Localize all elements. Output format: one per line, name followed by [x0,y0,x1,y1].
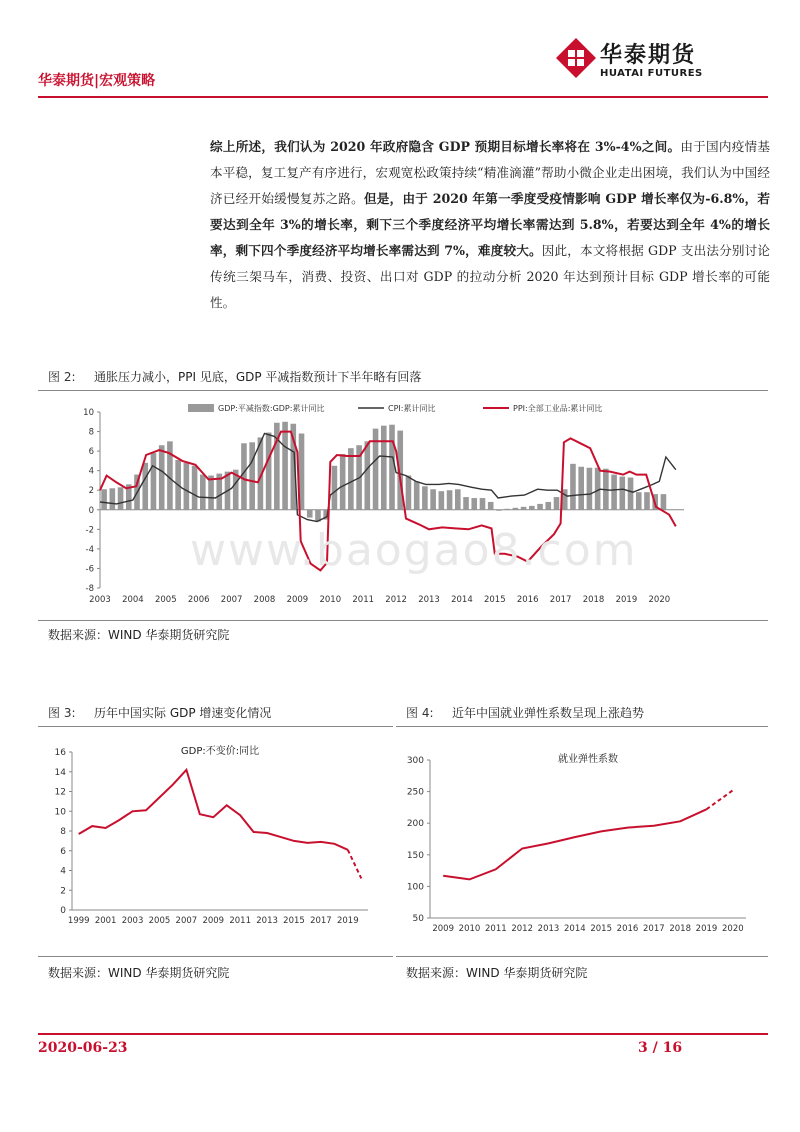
gdp-deflator-bar [249,442,255,509]
gdp-deflator-bar [439,491,445,510]
header-divider [38,96,768,98]
y-tick-label: 0 [60,906,66,916]
figure-4-source: 数据来源：WIND 华泰期货研究院 [406,966,588,980]
gdp-deflator-bar [332,466,338,510]
figure-3-top-rule [38,726,393,727]
x-tick-label: 2012 [385,595,407,605]
y-tick-label: 50 [412,914,424,924]
x-tick-label: 2010 [319,595,342,605]
y-tick-label: 10 [83,408,94,418]
x-tick-label: 2020 [648,595,671,605]
gdp-deflator-bar [348,448,354,510]
figure-2-top-rule [38,390,768,391]
x-tick-label: 2019 [336,916,359,926]
paragraph-sentence-2: 由于国内疫情基本平稳，复工复产有序进行，宏观宽松政策持续“精准滴灌”帮助小微企业走出困境，我们认为中国经济已经开始缓慢复苏之路。 [210,139,770,206]
y-tick-label: 8 [88,427,94,438]
figure-2-caption [48,368,421,385]
y-tick-label: 100 [406,882,424,893]
x-tick-label: 2010 [458,924,481,934]
figure-4-number: 图 4: [406,706,434,720]
y-tick-label: 6 [88,447,94,458]
y-tick-label: 150 [406,850,424,861]
x-tick-label: 2011 [229,916,252,926]
series-line-actual [443,809,706,879]
figure-2-number: 图 2: [48,370,76,384]
gdp-deflator-bar [578,467,584,510]
figure-3-title: 历年中国实际 GDP 增速变化情况 [94,706,272,720]
x-tick-label: 2004 [122,595,144,605]
logo-name: 华泰期货 [600,43,697,68]
gdp-deflator-bar [504,509,510,510]
gdp-deflator-bar [554,497,560,510]
figure-3-chart [38,736,393,936]
gdp-deflator-bar [430,489,436,510]
figure-3-number: 图 3: [48,706,76,720]
x-tick-label: 2009 [286,595,309,605]
gdp-deflator-bar [340,454,346,510]
x-tick-label: 2015 [483,595,506,605]
gdp-deflator-bar [422,486,428,509]
gdp-deflator-bar [200,475,206,510]
gdp-deflator-bar [184,463,190,510]
gdp-deflator-bar [455,489,461,510]
y-tick-label: 300 [406,756,424,766]
figure-2-bottom-rule [38,620,768,621]
gdp-deflator-bar [480,498,486,510]
figure-4-chart [396,736,768,936]
figure-4-bottom-rule [396,956,768,957]
y-tick-label: 2 [60,886,66,897]
x-tick-label: 2019 [615,595,638,605]
gdp-deflator-bar [110,488,116,510]
gdp-deflator-bar [406,476,412,510]
figure-2-chart [38,398,768,618]
footer-page-number: 3 / 16 [638,1040,683,1056]
figure-3-caption [48,704,271,721]
figure-4-top-rule [396,726,768,727]
gdp-deflator-bar [151,453,157,510]
x-tick-label: 2020 [722,924,744,934]
gdp-deflator-bar [471,498,477,510]
figure-3-bottom-rule [38,956,393,957]
gdp-deflator-bar [529,506,535,510]
y-tick-label: 6 [60,846,66,857]
x-tick-label: 2017 [310,916,332,926]
y-tick-label: -8 [85,584,94,594]
gdp-deflator-bar [521,507,527,510]
series-line-forecast [348,850,362,879]
legend-label-ppi: PPI:全部工业品:累计同比 [513,404,603,413]
gdp-deflator-bar [282,422,288,510]
x-tick-label: 2007 [220,595,243,605]
y-tick-label: 2 [88,486,94,497]
x-tick-label: 2012 [511,924,533,934]
gdp-deflator-bar [365,441,371,509]
x-tick-label: 2018 [582,595,605,605]
x-tick-label: 2013 [537,924,560,934]
y-tick-label: 12 [54,787,66,798]
y-tick-label: 4 [60,866,66,877]
gdp-deflator-bar [389,425,395,510]
gdp-deflator-bar [545,502,551,510]
x-tick-label: 2014 [451,595,473,605]
x-tick-label: 2016 [616,924,639,934]
chart-title: 就业弹性系数 [558,754,618,765]
gdp-deflator-bar [463,497,469,510]
series-line-forecast [707,790,733,809]
y-tick-label: 8 [60,827,66,837]
y-tick-label: -4 [85,544,94,555]
gdp-deflator-bar [644,492,650,510]
legend-label-gdp-deflator: GDP:平减指数:GDP:累计同比 [218,404,325,413]
x-tick-label: 1999 [67,916,90,926]
x-tick-label: 2013 [418,595,440,605]
figure-4-title: 近年中国就业弹性系数呈现上涨趋势 [452,706,645,720]
x-tick-label: 2011 [485,924,507,934]
figure-4-caption [406,704,644,721]
paragraph-sentence-3: 但是，由于 2020 年第一季度受疫情影响 GDP 增长率仅为-6.8%，若要达到全年 3%的增长率，剩下三个季度经济平均增长率需达到 5.8%，若要达到全年 4%的增长率，剩下四个季度经济平均增长率需达到 7%，难度较大。 [210,191,771,258]
x-tick-label: 2017 [643,924,665,934]
gdp-deflator-bar [447,490,453,510]
x-tick-label: 2016 [516,595,539,605]
x-tick-label: 2019 [695,924,718,934]
y-tick-label: 4 [88,466,94,477]
x-tick-label: 2011 [352,595,375,605]
paragraph-sentence-1: 综上所述，我们认为 2020 年政府隐含 GDP 预期目标增长率将在 3%-4%之间。 [210,139,681,154]
x-tick-label: 2018 [669,924,691,934]
legend-label-cpi: CPI:累计同比 [388,404,436,413]
gdp-deflator-bar [496,510,502,511]
x-tick-label: 2005 [154,595,177,605]
gdp-deflator-bar [241,443,247,509]
y-tick-label: 16 [54,748,66,758]
x-tick-label: 2017 [549,595,572,605]
x-tick-label: 2006 [187,595,210,605]
gdp-deflator-bar [587,468,593,510]
figure-2-source: 数据来源：WIND 华泰期货研究院 [48,628,230,642]
x-tick-label: 2014 [564,924,586,934]
legend-swatch-gdp-deflator [188,404,214,412]
x-tick-label: 2003 [89,595,111,605]
gdp-deflator-bar [620,477,626,510]
gdp-deflator-bar [208,476,214,510]
x-tick-label: 2007 [175,916,198,926]
x-tick-label: 2003 [121,916,144,926]
x-tick-label: 2009 [432,924,454,934]
gdp-deflator-bar [142,463,148,510]
figure-2-title: 通胀压力减小，PPI 见底，GDP 平减指数预计下半年略有回落 [94,370,422,384]
y-tick-label: -6 [85,564,94,575]
gdp-deflator-bar [118,487,124,509]
gdp-deflator-bar [159,445,165,510]
y-tick-label: 10 [54,807,66,818]
gdp-deflator-bar [414,481,420,509]
footer-date: 2020-06-23 [38,1040,128,1056]
company-logo [556,38,716,84]
y-tick-label: 250 [406,787,424,798]
gdp-deflator-bar [488,502,494,510]
footer-divider [38,1033,768,1035]
gdp-deflator-bar [513,508,519,510]
gdp-deflator-bar [628,478,634,510]
paragraph-sentence-4: 因此，本文将根据 GDP 支出法分别讨论传统三架马车，消费、投资、出口对 GDP 的拉动分析 2020 年达到预计目标 GDP 增长率的可能性。 [210,243,770,310]
watermark: www.baogao8.com [190,525,638,576]
gdp-deflator-bar [101,489,107,510]
gdp-deflator-bar [266,433,272,510]
y-tick-label: -2 [85,525,94,536]
x-tick-label: 2015 [590,924,612,934]
gdp-deflator-bar [636,492,642,510]
gdp-deflator-bar [661,494,667,510]
gdp-deflator-bar [307,510,313,518]
figure-3-source: 数据来源：WIND 华泰期货研究院 [48,966,230,980]
y-tick-label: 0 [88,505,94,516]
section-title: 华泰期货|宏观策略 [38,73,156,89]
x-tick-label: 2009 [202,916,225,926]
series-line-actual [79,770,348,850]
chart-title: GDP:不变价:同比 [180,746,260,757]
gdp-deflator-bar [192,466,198,510]
gdp-deflator-bar [381,426,387,510]
x-tick-label: 2008 [253,595,276,605]
gdp-deflator-bar [570,464,576,510]
summary-paragraph [210,134,770,316]
x-tick-label: 2015 [283,916,305,926]
logo-subtitle: HUATAI FUTURES [600,68,703,79]
gdp-deflator-bar [611,475,617,510]
logo-mark-icon [556,38,596,84]
y-tick-label: 200 [406,819,424,830]
x-tick-label: 2005 [148,916,171,926]
x-tick-label: 2013 [256,916,278,926]
x-tick-label: 2001 [94,916,117,926]
y-tick-label: 14 [54,767,66,778]
gdp-deflator-bar [537,504,543,510]
